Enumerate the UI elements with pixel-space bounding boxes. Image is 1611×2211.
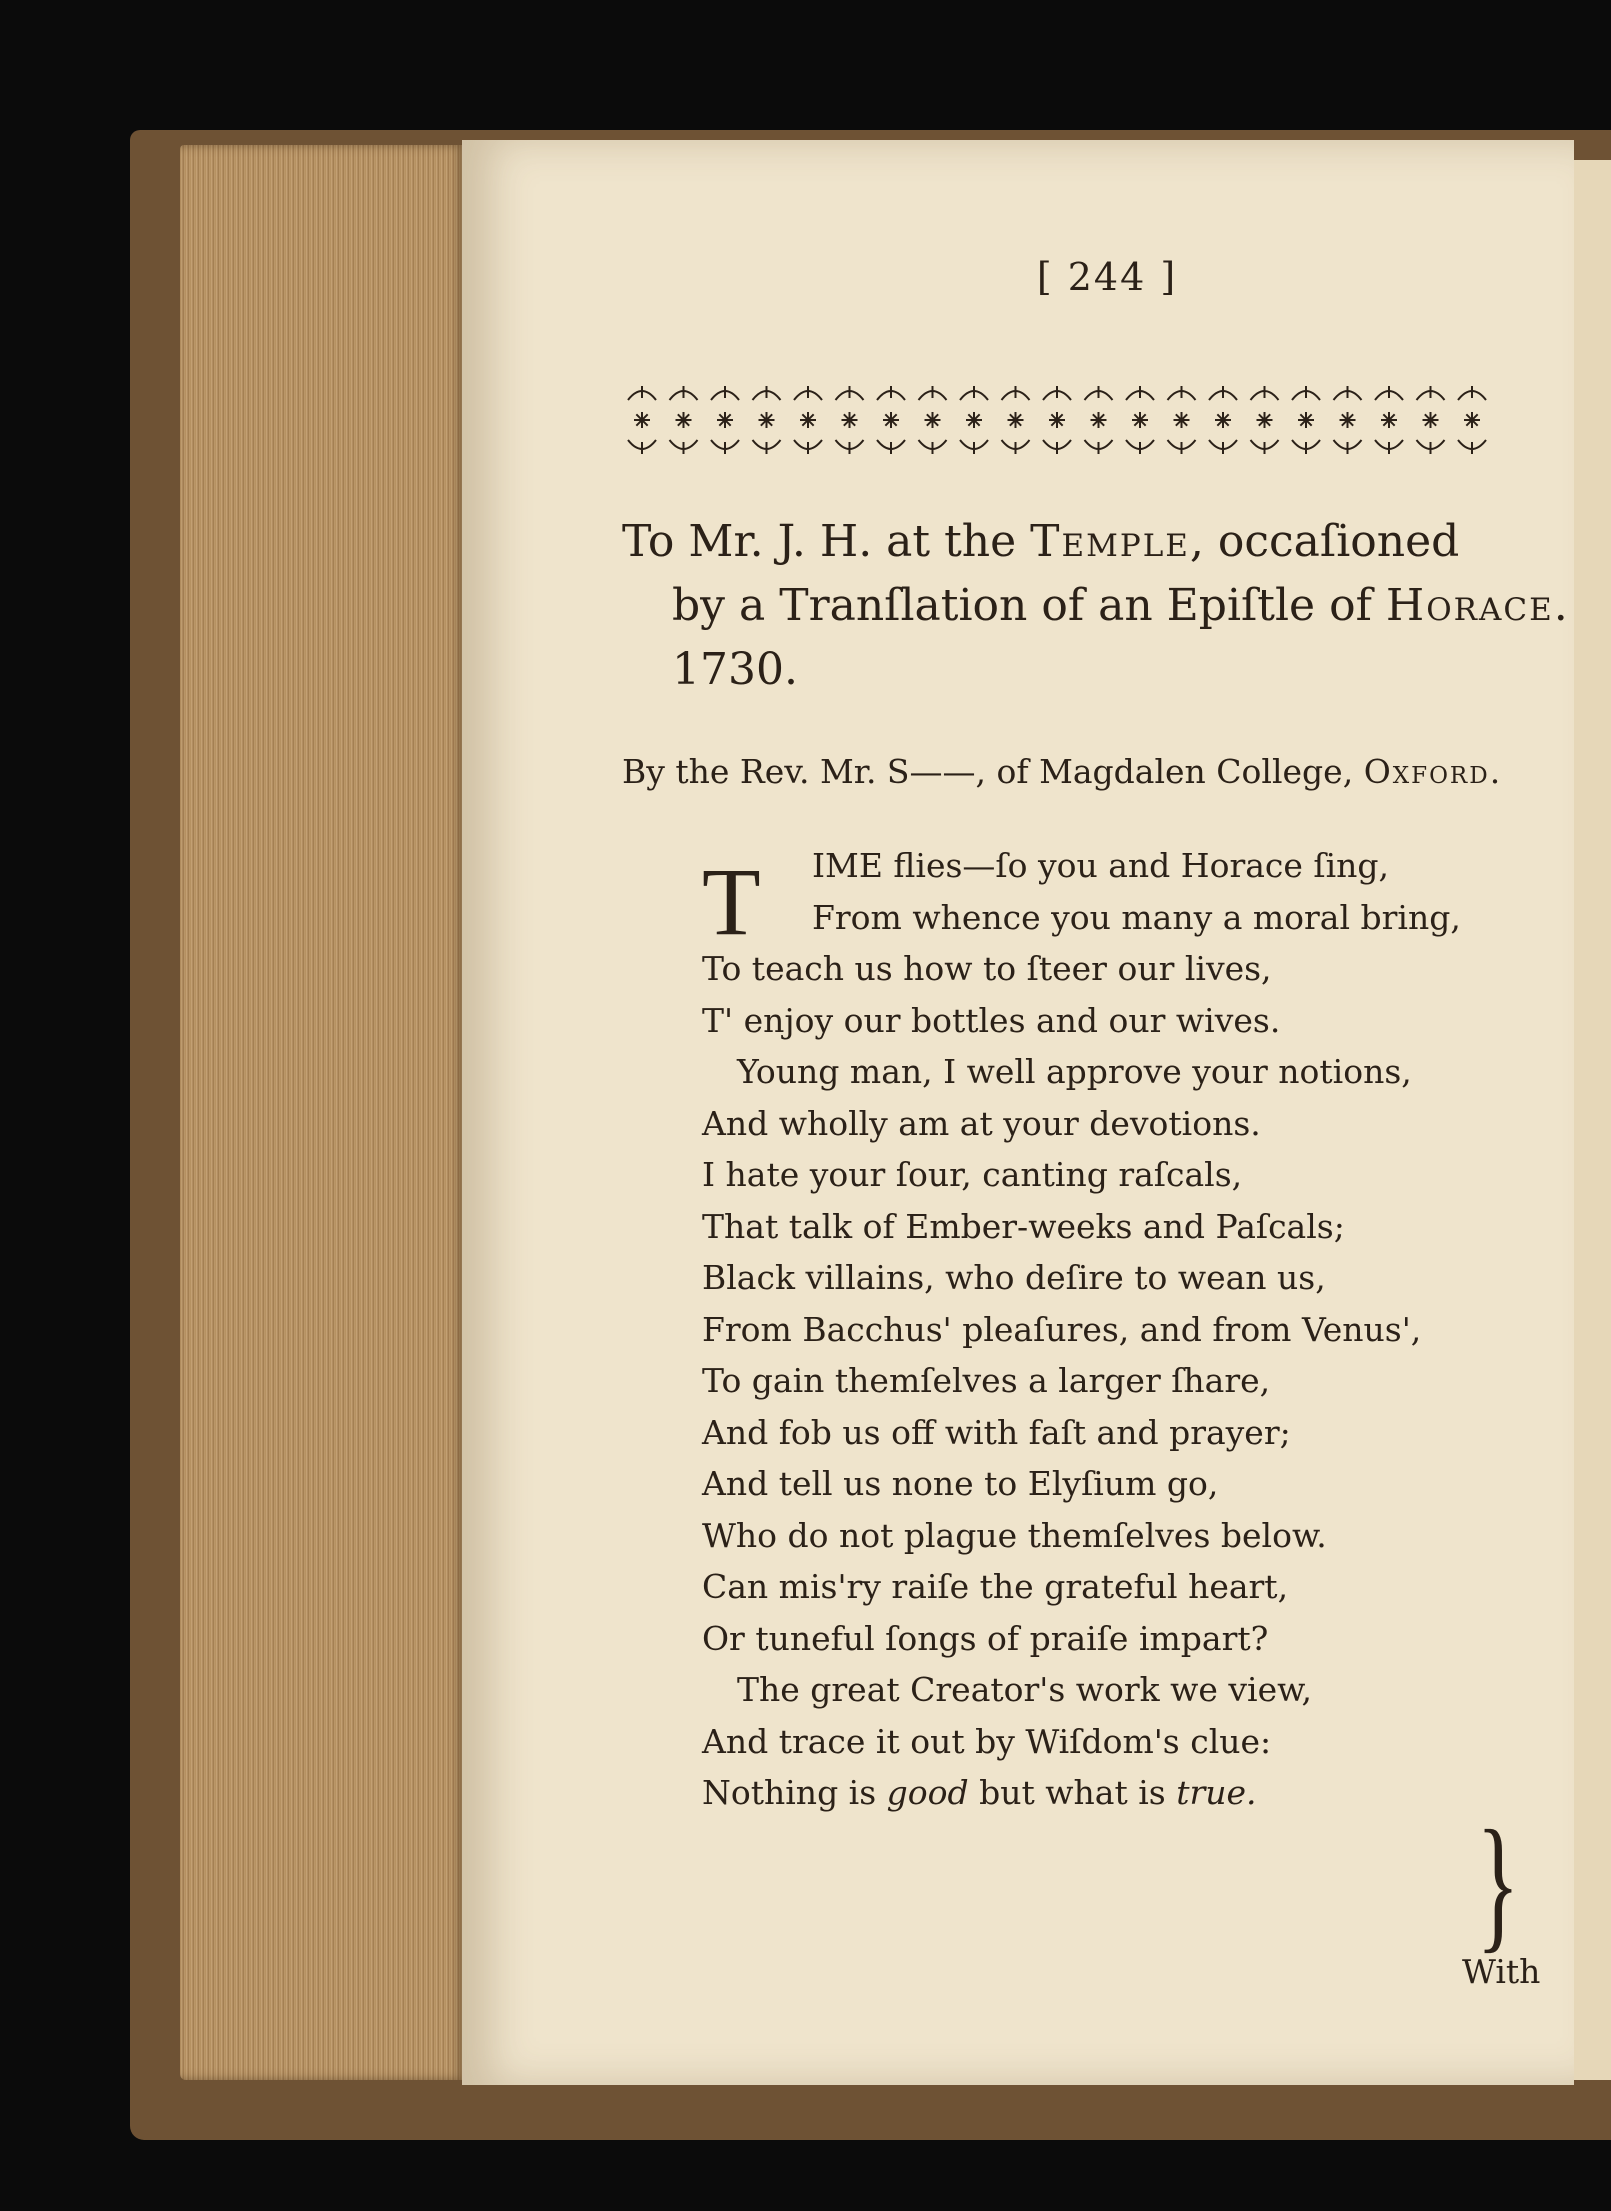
poem-line: And tell us none to Elyſium go,	[702, 1464, 1219, 1503]
poem-line-last: Nothing is good but what is true.	[702, 1773, 1257, 1812]
poem-line: That talk of Ember-weeks and Paſcals;	[702, 1206, 1345, 1246]
title-line-1: To Mr. J. H. at the Temple, occaſioned	[622, 516, 1460, 567]
poem-line: Or tuneful ſongs of praiſe impart?	[702, 1618, 1269, 1658]
page-edges	[180, 145, 465, 2080]
poem-body	[702, 840, 1462, 1819]
catchword: With	[1462, 1952, 1541, 1991]
poem-title	[622, 510, 1568, 702]
poem-line: The great Creator's work we view,	[737, 1670, 1312, 1709]
poem-line: Young man, I well approve your notions,	[737, 1052, 1412, 1091]
page-number: [ 244 ]	[1036, 255, 1178, 299]
page-text	[462, 140, 1574, 2085]
attribution: By the Rev. Mr. S——, of Magdalen College, Oxford.	[622, 752, 1501, 791]
poem-line: T' enjoy our bottles and our wives.	[702, 1000, 1281, 1040]
poem-line: I hate your ſour, canting raſcals,	[702, 1155, 1243, 1194]
title-line-2: by a Tranſlation of an Epiſtle of Horace.	[672, 580, 1568, 631]
poem-line: To teach us how to ſteer our lives,	[702, 949, 1272, 988]
poem-line: From whence you many a moral bring,	[812, 897, 1461, 937]
title-line-3: 1730.	[672, 644, 798, 695]
ornament-border-icon	[622, 380, 1492, 460]
poem-line: From Bacchus' pleaſures, and from Venus',	[702, 1309, 1422, 1349]
poem-line: To gain themſelves a larger ſhare,	[702, 1361, 1271, 1400]
poem-line: Black villains, who deſire to wean us,	[702, 1258, 1326, 1297]
poem-line: Can mis'ry raiſe the grateful heart,	[702, 1567, 1289, 1606]
poem-line: And fob us off with faſt and prayer;	[702, 1412, 1291, 1452]
book-page	[462, 140, 1574, 2085]
brace-icon: }	[1476, 1800, 1520, 1966]
poem-line: And wholly am at your devotions.	[702, 1103, 1261, 1143]
poem-line: Who do not plague themſelves below.	[702, 1515, 1327, 1555]
drop-cap: T	[702, 848, 761, 955]
poem-line: And trace it out by Wiſdom's clue:	[702, 1721, 1272, 1761]
poem-line: IME flies—ſo you and Horace ſing,	[812, 846, 1390, 885]
